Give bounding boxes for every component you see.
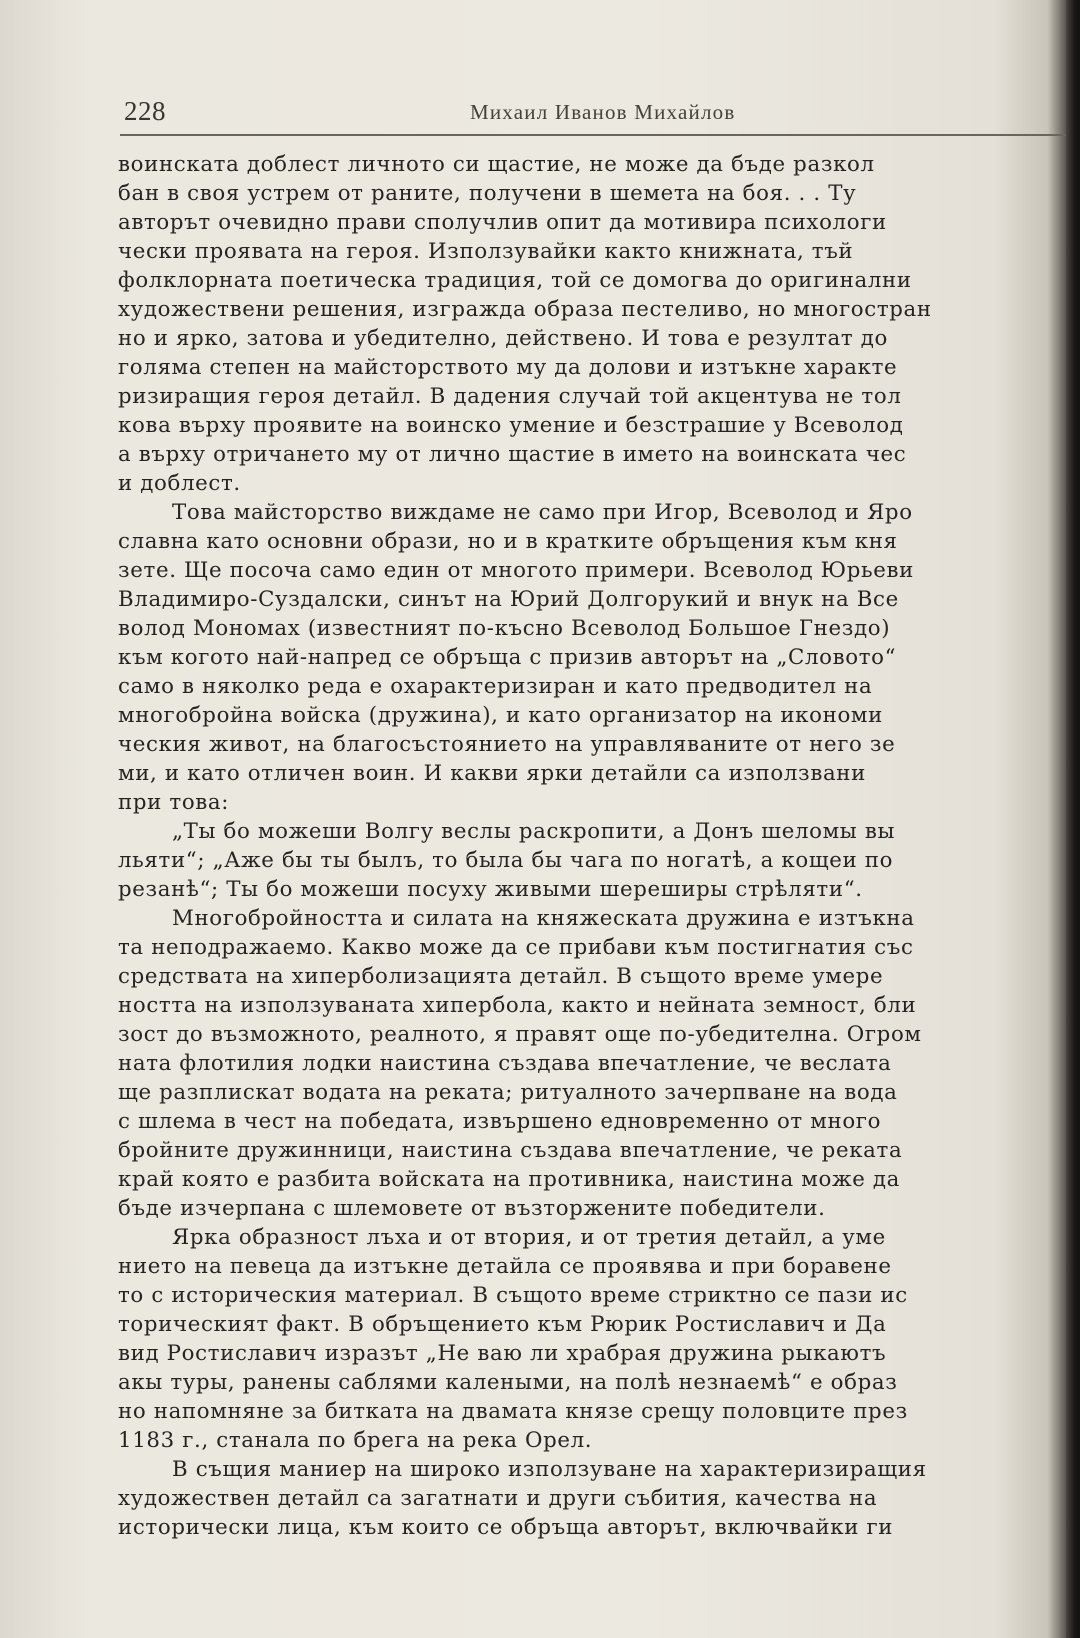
text-line: льяти“; „Аже бы ты былъ, то была бы чага по ногатѣ, а кощеи по: [118, 848, 894, 873]
text-line: „Ты бо можеши Волгу веслы раскропити, а Донъ шеломы вы: [172, 819, 896, 844]
text-line: бройните дружинници, наистина създава впечатление, че реката: [118, 1138, 903, 1163]
page-edge-shadow: [1066, 0, 1080, 1638]
text-line: а върху отричането му от лично щастие в името на воинската чес: [118, 442, 907, 467]
text-line: художествени решения, изгражда образа пестеливо, но многостран: [118, 297, 932, 322]
page-number: 228: [124, 96, 166, 126]
text-line: волод Мономах (известният по-късно Всеволод Большое Гнездо): [118, 616, 891, 641]
text-line: исторически лица, към които се обръща авторът, включвайки ги: [118, 1515, 894, 1540]
text-line: Многобройността и силата на княжеската дружина е изтъкна: [172, 906, 915, 931]
header-rule: [120, 134, 1080, 136]
text-line: с шлема в чест на победата, извършено едновременно от много: [118, 1109, 882, 1134]
text-line: ната флотилия лодки наистина създава впечатление, че веслата: [118, 1051, 892, 1076]
text-line: авторът очевидно прави сполучлив опит да мотивира психологи: [118, 210, 887, 235]
text-line: художествен детайл са загатнати и други събития, качества на: [118, 1486, 878, 1511]
text-line: 1183 г., станала по брега на река Орел.: [118, 1428, 593, 1453]
running-head-author: Михаил Иванов Михайлов: [470, 100, 736, 124]
text-line: ността на използуваната хипербола, както и нейната земност, бли: [118, 993, 917, 1018]
text-line: Това майсторство виждаме не само при Игор, Всеволод и Яро: [172, 500, 913, 525]
text-line: ще разплискат водата на реката; ритуалното зачерпване на вода: [118, 1080, 898, 1105]
body-text: [118, 150, 1080, 1638]
text-line: зете. Ще посоча само един от многото примери. Всеволод Юрьеви: [118, 558, 914, 583]
text-line: то с историческия материал. В същото време стриктно се пази ис: [118, 1283, 908, 1308]
text-line: и доблест.: [118, 471, 241, 496]
text-line: средствата на хиперболизацията детайл. В същото време умере: [118, 964, 884, 989]
text-line: кова върху проявите на воинско умение и безстрашие у Всеволод: [118, 413, 904, 438]
text-line: чески проявата на героя. Използувайки както книжната, тъй: [118, 239, 854, 264]
text-line: вид Ростиславич изразът „Не ваю ли храбрая дружина рыкаютъ: [118, 1341, 887, 1366]
text-line: Ярка образност лъха и от втория, и от третия детайл, а уме: [172, 1225, 886, 1250]
text-line: но и ярко, затова и убедително, действено. И това е резултат до: [118, 326, 888, 351]
text-line: воинската доблест личното си щастие, не може да бъде разкол: [118, 152, 875, 177]
text-line: край която е разбита войската на противника, наистина може да: [118, 1167, 900, 1192]
text-line: славна като основни образи, но и в кратките обръщения към кня: [118, 529, 898, 554]
running-head: [124, 92, 1080, 132]
text-line: та неподражаемо. Какво може да се прибави към постигнатия със: [118, 935, 914, 960]
text-line: резанѣ“; Ты бо можеши посуху живыми шереширы стрѣляти“.: [118, 877, 863, 902]
text-line: нието на певеца да изтъкне детайла се проявява и при боравене: [118, 1254, 892, 1279]
text-line: многобройна войска (дружина), и като организатор на икономи: [118, 703, 883, 728]
text-line: Владимиро-Суздалски, синът на Юрий Долгорукий и внук на Все: [118, 587, 899, 612]
text-line: фолклорната поетическа традиция, той се домогва до оригинални: [118, 268, 912, 293]
text-line: към когото най-напред се обръща с призив авторът на „Словото“: [118, 645, 897, 670]
text-line: торическият факт. В обръщението към Рюрик Ростиславич и Да: [118, 1312, 887, 1337]
text-line: при това:: [118, 790, 230, 815]
text-line: бан в своя устрем от раните, получени в шемета на боя. . . Ту: [118, 181, 857, 206]
text-line: ческия живот, на благосъстоянието на управляваните от него зе: [118, 732, 896, 757]
text-line: но напомняне за битката на двамата князе срещу половците през: [118, 1399, 908, 1424]
text-line: голяма степен на майсторството му да долови и изтъкне характе: [118, 355, 898, 380]
text-line: акы туры, ранены саблями калеными, на полѣ незнаемѣ“ е образ: [118, 1370, 898, 1395]
text-line: зост до възможното, реалното, я правят още по-убедителна. Огром: [118, 1022, 922, 1047]
text-line: само в няколко реда е охарактеризиран и като предводител на: [118, 674, 873, 699]
text-line: В същия маниер на широко използуване на характеризиращия: [172, 1457, 927, 1482]
text-line: ризиращия героя детайл. В дадения случай той акцентува не тол: [118, 384, 902, 409]
text-line: бъде изчерпана с шлемовете от възторжените победители.: [118, 1196, 826, 1221]
text-line: ми, и като отличен воин. И какви ярки детайли са използвани: [118, 761, 866, 786]
